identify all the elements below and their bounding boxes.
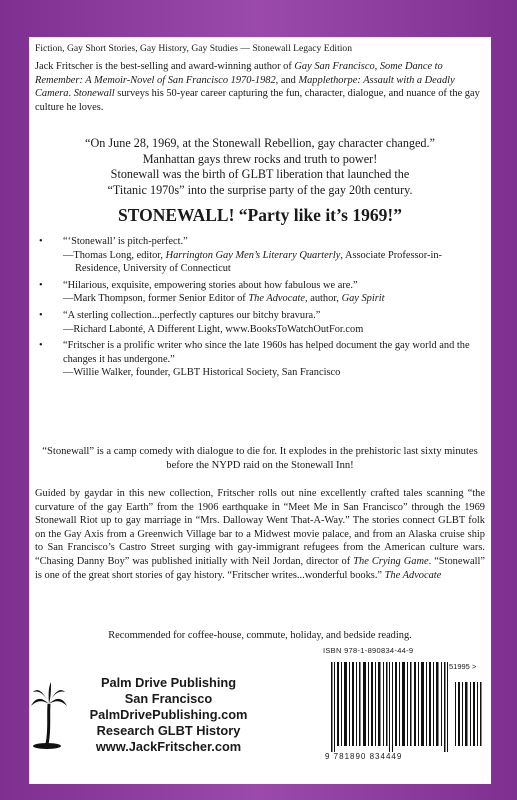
barcode-digits: 9 781890 834449	[325, 752, 403, 761]
isbn-barcode	[323, 646, 483, 766]
research-label: Research GLBT History	[96, 723, 241, 738]
publisher-block	[81, 675, 256, 723]
research-block	[81, 723, 256, 755]
publisher-url[interactable]: PalmDrivePublishing.com	[89, 707, 248, 722]
author-site-link[interactable]: www.JackFritscher.com	[95, 739, 242, 754]
back-cover-page	[29, 37, 491, 784]
author-intro: Jack Fritscher is the best-selling and award-winning author of Gay San Francisco, Some Dance to Remember: A Memoir-Novel of San Francisco 1970-1982, and Mapplethorpe: Assault with a Deadly Camera. Stonewall surveys his 50-year career capturing the fun, character, dialogue, and nuance of the gay culture he loves.	[35, 61, 480, 113]
recommendation-line: Recommended for coffee-house, commute, holiday, and bedside reading.	[108, 630, 412, 641]
review-item: • “Fritscher is a prolific writer who since the late 1960s has helped document the gay world and the changes it has undergone.” —Willie Walker, founder, GLBT Historical Society, San Francisco	[39, 340, 470, 379]
collection-description: Guided by gaydar in this new collection, Fritscher rolls out nine excellently crafted tales scanning “the curvature of the gay Earth” from the 1906 earthquake in “Meet Me in San Francisco” through the 1969 Stonewall Riot up to gay marriage in “Mrs. Dalloway Went That-A-Way.” The stories connect GLBT folk on the Gay Axis from a Greenwich Village bar to a Midwest movie palace, and from an Alaska cruise ship to San Francisco’s Castro Street surging with gay-immigrant refugees from the American culture wars. “Chasing Danny Boy” was published initially with Neil Jordan, director of The Crying Game. “Stonewall” is one of the great short stories of gay history. “Fritscher writes...wonderful books.” The Advocate	[35, 488, 485, 581]
palm-tree-icon	[31, 682, 67, 752]
publisher-city: San Francisco	[124, 691, 213, 706]
camp-comedy-blurb: “Stonewall” is a camp comedy with dialogue to die for. It explodes in the prehistoric last sixty minutes before the NYPD raid on the Stonewall Inn!	[42, 446, 478, 471]
publisher-name: Palm Drive Publishing	[100, 675, 237, 690]
barcode-bars	[325, 660, 483, 752]
isbn-number: ISBN 978-1-890834-44-9	[323, 646, 414, 655]
slogan-heading: STONEWALL! “Party like it’s 1969!”	[118, 205, 402, 225]
review-item: • “A sterling collection...perfectly captures our bitchy bravura.” —Richard Labonté, A Different Light, www.BooksToWatchOutFor.com	[39, 309, 364, 335]
genre-header: Fiction, Gay Short Stories, Gay History, Gay Studies — Stonewall Legacy Edition	[35, 43, 353, 54]
review-item: • “Hilarious, exquisite, empowering stories about how fabulous we are.” —Mark Thompson, former Senior Editor of The Advocate, author, Gay Spirit	[39, 279, 385, 305]
stonewall-quote: “On June 28, 1969, at the Stonewall Rebellion, gay character changed.” Manhattan gays threw rocks and truth to power! Stonewall was the birth of GLBT liberation that launched the “Titanic 1970s” into the surprise party of the gay 20th century.	[85, 136, 435, 197]
review-item: • “‘Stonewall’ is pitch-perfect.” —Thomas Long, editor, Harrington Gay Men’s Literary Quarterly, Associate Professor-in-Residence, University of Connecticut	[39, 236, 442, 275]
price-code: 51995 >	[449, 662, 477, 671]
review-list	[35, 235, 485, 383]
